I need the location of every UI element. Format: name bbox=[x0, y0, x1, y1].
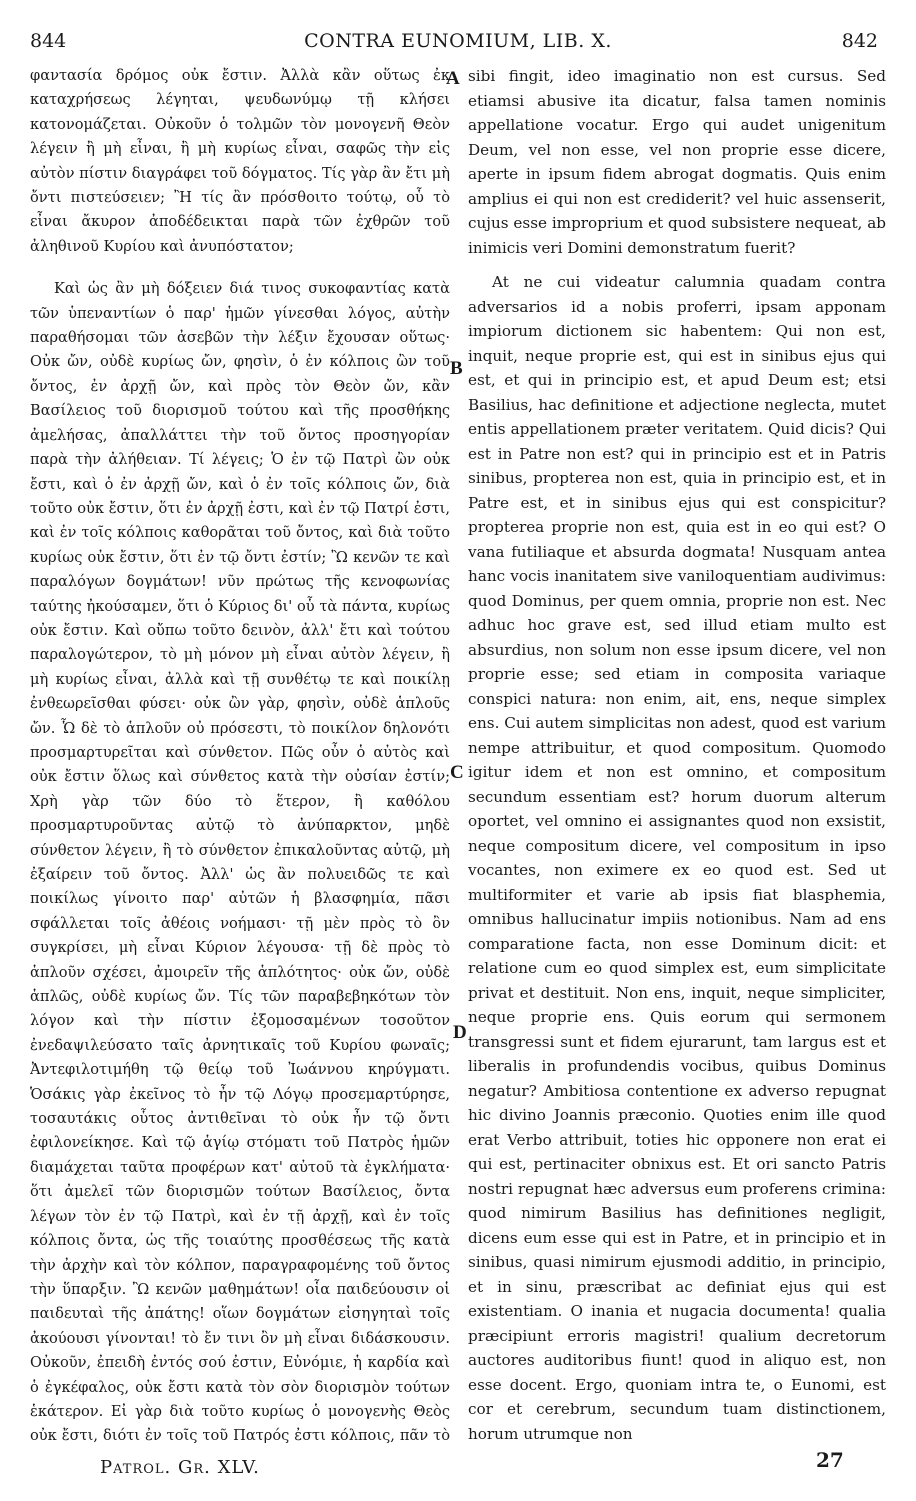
gathering-number: 27 bbox=[816, 1448, 844, 1472]
latin-paragraph-1: sibi fingit, ideo imaginatio non est cursus. Sed etiamsi abusive ita dicatur, falsa tamen nominis appellatione vocatur. Ergo qui audet unigenitum Deum, vel non esse, vel non proprie esse dicere, aperte in ipsum fidem abrogat dogmatis. Quis enim amplius ei qui non est crediderit? vel huic assenserit, cujus esse improprium et quod subsistere nequeat, ab inimicis veri Domini demonstratum fuerit? bbox=[468, 67, 886, 257]
greek-paragraph-1: φαντασία δρόμος οὐκ ἔστιν. Ἀλλὰ κἂν οὕτως ἐκ καταχρήσεως λέγηται, ψευδωνύμῳ τῇ κλήσει κατονομάζεται. Οὐκοῦν ὁ τολμῶν τὸν μονογενῆ Θεὸν λέγειν ἢ μὴ εἶναι, ἢ μὴ κυρίως εἶναι, σαφῶς τὴν εἰς αὐτὸν πίστιν διαγράφει τοῦ δόγματος. Τίς γὰρ ἂν ἔτι μὴ ὄντι πιστεύσειεν; Ἢ τίς ἂν πρόσθοιτο τούτῳ, οὗ τὸ εἶναι ἄκυρον ἀποδέδεικται παρὰ τῶν ἐχθρῶν τοῦ ἀληθινοῦ Κυρίου καὶ ἀνυπόστατον; bbox=[30, 67, 450, 255]
section-marker-b: B bbox=[450, 358, 463, 379]
section-marker-a: A bbox=[446, 68, 460, 89]
page-number-left: 844 bbox=[30, 30, 67, 52]
section-marker-c: C bbox=[450, 762, 464, 783]
latin-paragraph-2: At ne cui videatur calumnia quadam contra adversarios id a nobis proferri, ipsam apponam impiorum dictionem sic habentem: Qui non est, inquit, neque proprie est, qui est in sinibus ejus qui est, et qui in principio est, et apud Deum est; etsi Basilius, hac definitione et adjectione neglecta, mutet entis appellationem præter veritatem. Quid dicis? Qui est in Patre non est? qui in principio est et in Patris sinibus, propterea non est, quia in principio est, et in Patre est, et in sinibus ejus qui est conspicitur? propterea proprie non est, quia est in eo qui est? O vana futiliaque et absurda dogmata! Nusquam antea hanc vocis inanitatem sive vaniloquentiam audivimus: quod Dominus, per quem omnia, proprie non est. Nec adhuc hoc grave est, sed illud etiam multo est absurdius, non solum non esse ipsum dicere, vel non proprie esse; sed etiam in composita variaque conspici natura: non enim, ait, ens, neque simplex ens. Cui autem simplicitas non adest, quod est varium nempe attribuitur, et quod compositum. Quomodo igitur idem et non est omnino, et compositum secundum essentiam est? horum duorum alterum oportet, vel omnino ei assignantes quod non exsistit, neque compositum dicere, vel compositum in ipso vocantes, non eximere ex eo quod est. Sed ut multiformiter et varie ab ipsis fiat blasphemia, omnibus hallucinatur impiis notionibus. Nam ad ens comparatione facta, non esse Dominum dicit: et relatione cum eo quod simplex est, eum simplicitate privat et destituit. Non ens, inquit, neque simpliciter, neque proprie ens. Quis eorum qui sermonem transgressi sunt et fidem ejurarunt, tam largus est et liberalis in profundendis vocibus, quibus Dominus negatur? Ambitiosa contentione ex adverso repugnat hic divino Joannis præconio. Quoties enim ille quod erat Verbo attribuit, toties hic opponere non erat ei qui est, pertinaciter obnixus est. Et ori sancto Patris nostri repugnat hæc adversus eum proferens crimina: quod nimirum Basilius has definitiones negligit, dicens eum esse qui est in Patre, et in principio et in sinibus, quasi nimirum ejusmodi additio, in principio, et in sinu, præscribat ac definiat ejus qui est existentiam. O inania et nugacia documenta! qualia præcipiunt erroris magistri! qualium decretorum auctores auditoribus fiunt! quod in aliquo est, non esse docent. Ergo, quoniam intra te, o Eunomi, est cor et cerebrum, secundum tuam distinctionem, horum utrumque non bbox=[468, 273, 886, 1443]
volume-signature: Patrol. Gr. XLV. bbox=[100, 1457, 260, 1478]
greek-column bbox=[30, 64, 450, 1444]
greek-paragraph-2: Καὶ ὡς ἂν μὴ δόξειεν διά τινος συκοφαντίας κατὰ τῶν ὑπεναντίων ὁ παρ' ἡμῶν γίνεσθαι λόγος, αὐτὴν παραθήσομαι τῶν ἀσεβῶν τὴν λέξιν ἔχουσαν οὕτως· Οὐκ ὤν, οὐδὲ κυρίως ὤν, φησὶν, ὁ ἐν κόλποις ὢν τοῦ ὄντος, ἐν ἀρχῇ ὤν, καὶ πρὸς τὸν Θεὸν ὤν, κἂν Βασίλειος τοῦ διορισμοῦ τούτου καὶ τῆς προσθήκης ἀμελήσας, ἀπαλλάττει τὴν τοῦ ὄντος προσηγορίαν παρὰ τὴν ἀλήθειαν. Τί λέγεις; Ὁ ἐν τῷ Πατρὶ ὢν οὐκ ἔστι, καὶ ὁ ἐν ἀρχῇ ὤν, καὶ ὁ ἐν τοῖς κόλποις ὤν, διὰ τοῦτο οὐκ ἔστιν, ὅτι ἐν ἀρχῇ ἐστι, καὶ ἐν τῷ Πατρί ἐστι, καὶ ἐν τοῖς κόλποις καθορᾶται τοῦ ὄντος, καὶ διὰ τοῦτο κυρίως οὐκ ἔστιν, ὅτι ἐν τῷ ὄντι ἐστίν; Ὢ κενῶν τε καὶ παραλόγων δογμάτων! νῦν πρώτως τῆς κενοφωνίας ταύτης ἠκούσαμεν, ὅτι ὁ Κύριος δι' οὗ τὰ πάντα, κυρίως οὐκ ἔστιν. Καὶ οὔπω τοῦτο δεινὸν, ἀλλ' ἔτι καὶ τούτου παραλογώτερον, τὸ μὴ μόνον μὴ εἶναι αὐτὸν λέγειν, ἢ μὴ κυρίως εἶναι, ἀλλὰ καὶ τῇ συνθέτῳ τε καὶ ποικίλῃ ἐνθεωρεῖσθαι φύσει· οὐκ ὢν γὰρ, φησὶν, οὐδὲ ἁπλοῦς ὤν. Ὧ δὲ τὸ ἁπλοῦν οὐ πρόσεστι, τὸ ποικίλον δηλονότι προσμαρτυρεῖται καὶ σύνθετον. Πῶς οὖν ὁ αὐτὸς καὶ οὐκ ἔστιν ὅλως καὶ σύνθετος κατὰ τὴν οὐσίαν ἐστίν; Χρὴ γὰρ τῶν δύο τὸ ἕτερον, ἢ καθόλου προσμαρτυροῦντας αὐτῷ τὸ ἀνύπαρκτον, μηδὲ σύνθετον λέγειν, ἢ τὸ σύνθετον ἐπικαλοῦντας αὐτῷ, μὴ ἐξαίρειν τοῦ ὄντος. Ἀλλ' ὡς ἂν πολυειδῶς τε καὶ ποικίλως γίνοιτο παρ' αὐτῶν ἡ βλασφημία, πᾶσι σφάλλεται τοῖς ἀθέοις νοήμασι· τῇ μὲν πρὸς τὸ ὂν συγκρίσει, μὴ εἶναι Κύριον λέγουσα· τῇ δὲ πρὸς τὸ ἁπλοῦν σχέσει, ἀμοιρεῖν τῆς ἁπλότητος· οὐκ ὤν, οὐδὲ ἁπλῶς, οὐδὲ κυρίως ὤν. Τίς τῶν παραβεβηκότων τὸν λόγον καὶ τὴν πίστιν ἐξομοσαμένων τοσοῦτον ἐνεδαψιλεύσατο ταῖς ἀρνητικαῖς τοῦ Κυρίου φωναῖς; Ἀντεφιλοτιμήθη τῷ θείῳ τοῦ Ἰωάννου κηρύγματι. Ὁσάκις γὰρ ἐκεῖνος τὸ ἦν τῷ Λόγῳ προσεμαρτύρησε, τοσαυτάκις οὗτος ἀντιθεῖναι τὸ οὐκ ἦν τῷ ὄντι ἐφιλονείκησε. Καὶ τῷ ἁγίῳ στόματι τοῦ Πατρὸς ἡμῶν διαμάχεται ταῦτα προφέρων κατ' αὐτοῦ τὰ ἐγκλήματα· ὅτι ἀμελεῖ τῶν διορισμῶν τούτων Βασίλειος, ὄντα λέγων τὸν ἐν τῷ Πατρὶ, καὶ ἐν τῇ ἀρχῇ, καὶ ἐν τοῖς κόλποις ὄντα, ὡς τῆς τοιαύτης προσθέσεως τῆς κατὰ τὴν ἀρχὴν καὶ τὸν κόλπον, παραγραφομένης τοῦ ὄντος τὴν ὕπαρξιν. Ὢ κενῶν μαθημάτων! οἷα παιδεύουσιν οἱ παιδευταὶ τῆς ἀπάτης! οἵων δογμάτων εἰσηγηταὶ τοῖς ἀκούουσι γίνονται! τὸ ἔν τινι ὂν μὴ εἶναι διδάσκουσιν. Οὐκοῦν, ἐπειδὴ ἐντός σού ἐστιν, Εὐνόμιε, ἡ καρδία καὶ ὁ ἐγκέφαλος, οὐκ ἔστι κατὰ τὸν σὸν διορισμὸν τούτων ἑκάτερον. Εἰ γὰρ διὰ τοῦτο κυρίως ὁ μονογενὴς Θεὸς οὐκ ἔστι, διότι ἐν τοῖς τοῦ Πατρός ἐστι κόλποις, πᾶν τὸ bbox=[30, 280, 450, 1444]
latin-column bbox=[468, 64, 886, 1444]
section-marker-d: D bbox=[453, 1022, 467, 1043]
running-header bbox=[0, 0, 916, 60]
running-title: CONTRA EUNOMIUM, LIB. X. bbox=[304, 30, 612, 52]
page-number-right: 842 bbox=[841, 30, 878, 52]
